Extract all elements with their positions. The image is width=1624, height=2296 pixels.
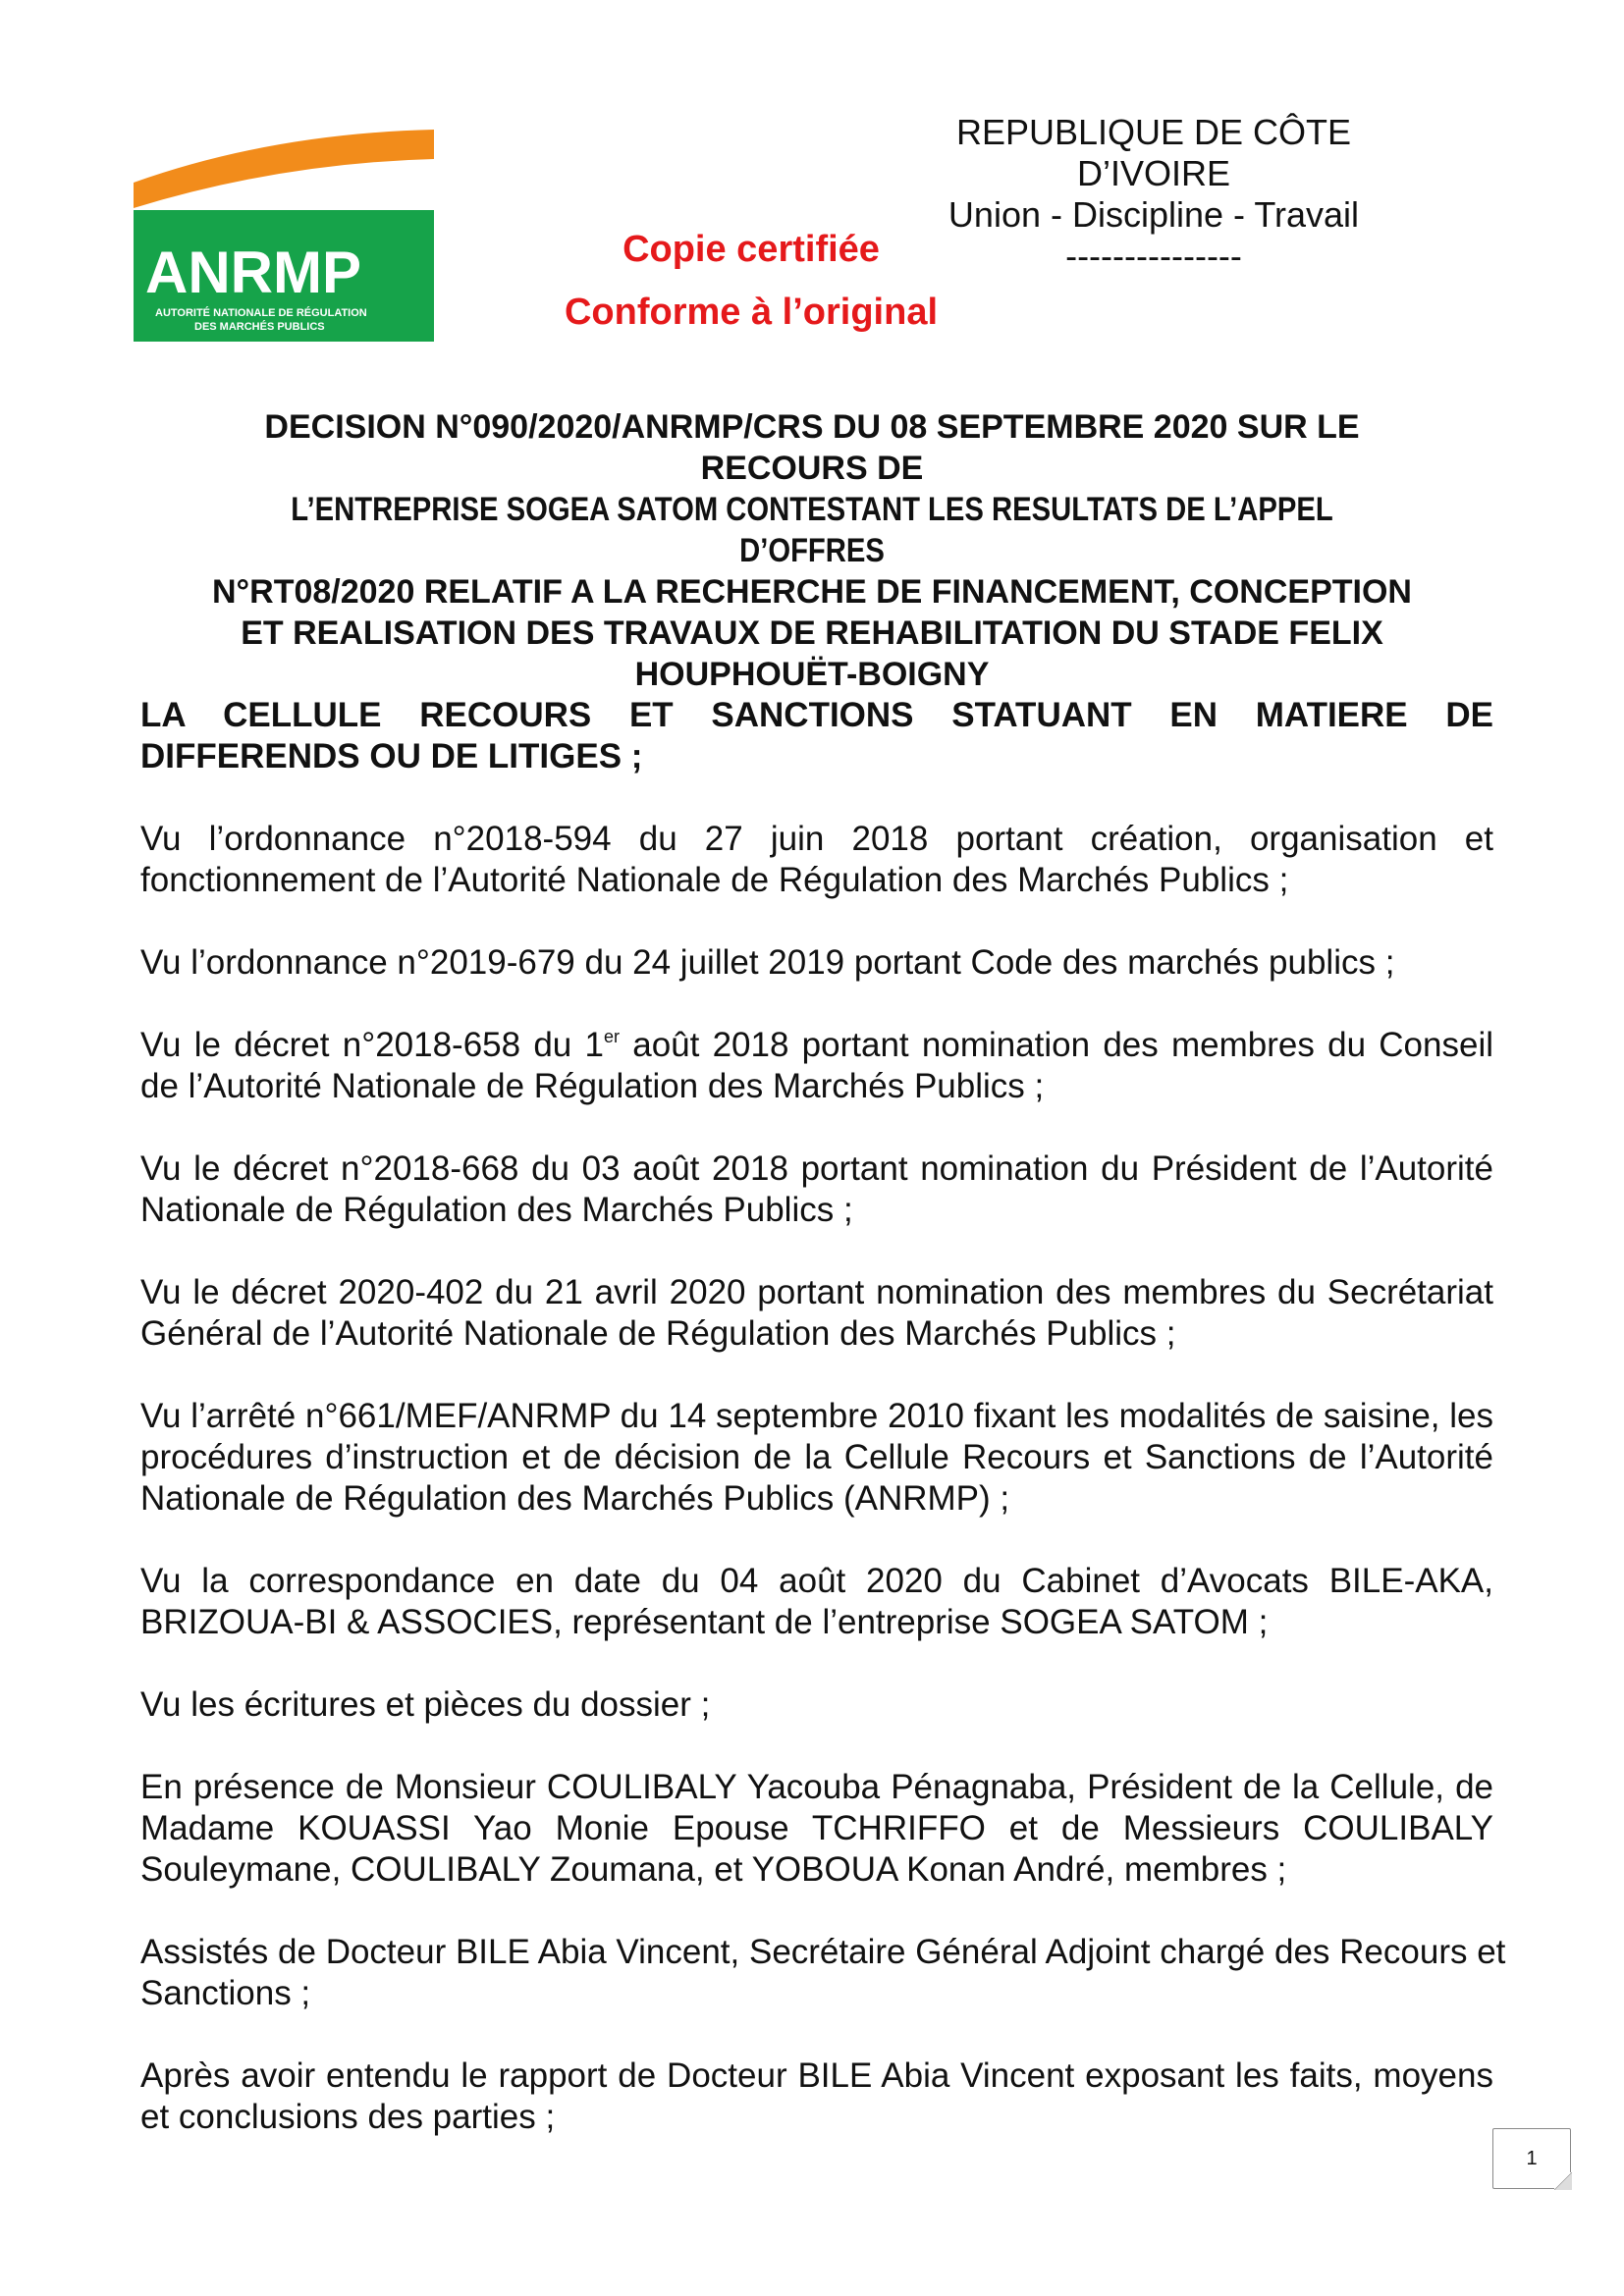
paragraph-8: Vu les écritures et pièces du dossier ; [140, 1685, 711, 1724]
paragraph-7: Vu la correspondance en date du 04 août 2020 du Cabinet d’Avocats BILE-AKA, BRIZOUA-BI & ASSOCIES, représentant de l’entreprise SOGEA SATOM ; [140, 1562, 1493, 1641]
page-corner-fold [1554, 2172, 1572, 2190]
republic-header [933, 112, 1375, 277]
paragraph-3-start: Vu le décret n°2018-658 du 1 [140, 1026, 604, 1064]
decision-title [137, 406, 1487, 695]
paragraph-10: Assistés de Docteur BILE Abia Vincent, Secrétaire Général Adjoint chargé des Recours et Sanctions ; [140, 1933, 1506, 2012]
certified-copy-line2: Conforme à l’original [564, 292, 939, 333]
paragraph-3-end: août 2018 portant nomination des membres du Conseil de l’Autorité Nationale de Régulation des Marchés Publics ; [140, 1026, 1493, 1105]
paragraph-3-superscript: er [603, 1027, 620, 1046]
republic-name-line1: REPUBLIQUE DE CÔTE [955, 112, 1352, 152]
logo-subtitle-line1: AUTORITÉ NATIONALE DE RÉGULATION [155, 307, 367, 319]
page-number-box [1492, 2128, 1571, 2189]
paragraph-2: Vu l’ordonnance n°2019-679 du 24 juillet 2019 portant Code des marchés publics ; [140, 943, 1395, 982]
logo-acronym: ANRMP [145, 240, 361, 305]
title-line-5: ET REALISATION DES TRAVAUX DE REHABILITATION DU STADE FELIX [241, 614, 1383, 652]
paragraph-4: Vu le décret n°2018-668 du 03 août 2018 portant nomination du Président de l’Autorité Nationale de Régulation des Marchés Publics ; [140, 1149, 1493, 1229]
title-line-1: DECISION N°090/2020/ANRMP/CRS DU 08 SEPTEMBRE 2020 SUR LE [264, 408, 1360, 446]
page-number: 1 [1526, 2148, 1538, 2169]
paragraph-11: Après avoir entendu le rapport de Docteur BILE Abia Vincent exposant les faits, moyens et conclusions des parties ; [140, 2056, 1493, 2136]
paragraph-6: Vu l’arrêté n°661/MEF/ANRMP du 14 septembre 2010 fixant les modalités de saisine, les procédures d’instruction et de décision de la Cellule Recours et Sanctions de l’Autorité Nationale de Régulation des Marchés Publics (ANRMP) ; [140, 1397, 1493, 1518]
title-line-4: N°RT08/2020 RELATIF A LA RECHERCHE DE FINANCEMENT, CONCEPTION [212, 573, 1412, 611]
logo-orange-swoosh [134, 130, 434, 208]
certified-copy-stamp [520, 218, 982, 344]
paragraph-9: En présence de Monsieur COULIBALY Yacouba Pénagnaba, Président de la Cellule, de Madame KOUASSI Yao Monie Epouse TCHRIFFO et de Messieurs COULIBALY Souleymane, COULIBALY Zoumana, et YOBOUA Konan André, membres ; [140, 1768, 1493, 1889]
paragraph-3 [140, 1025, 1493, 1107]
header-separator: --------------- [1065, 236, 1242, 276]
paragraph-1: Vu l’ordonnance n°2018-594 du 27 juin 2018 portant création, organisation et fonctionnement de l’Autorité Nationale de Régulation des Marchés Publics ; [140, 820, 1493, 899]
title-line-3: L’ENTREPRISE SOGEA SATOM CONTESTANT LES RESULTATS DE L’APPEL D’OFFRES [291, 491, 1333, 569]
title-line-2: RECOURS DE [700, 450, 924, 487]
decision-body [140, 695, 1506, 2179]
anrmp-logo [134, 126, 434, 342]
body-heading: LA CELLULE RECOURS ET SANCTIONS STATUANT EN MATIERE DE DIFFERENDS OU DE LITIGES ; [140, 696, 1493, 775]
certified-copy-line1: Copie certifiée [623, 229, 880, 270]
paragraph-5: Vu le décret 2020-402 du 21 avril 2020 portant nomination des membres du Secrétariat Général de l’Autorité Nationale de Régulation des Marchés Publics ; [140, 1273, 1493, 1353]
title-line-6: HOUPHOUËT-BOIGNY [634, 656, 990, 693]
title-line-3-wrapper [137, 489, 1487, 571]
logo-subtitle-line2: DES MARCHÉS PUBLICS [194, 321, 325, 333]
republic-motto: Union - Discipline - Travail [947, 194, 1360, 235]
republic-name-line2: D’IVOIRE [1076, 153, 1231, 193]
